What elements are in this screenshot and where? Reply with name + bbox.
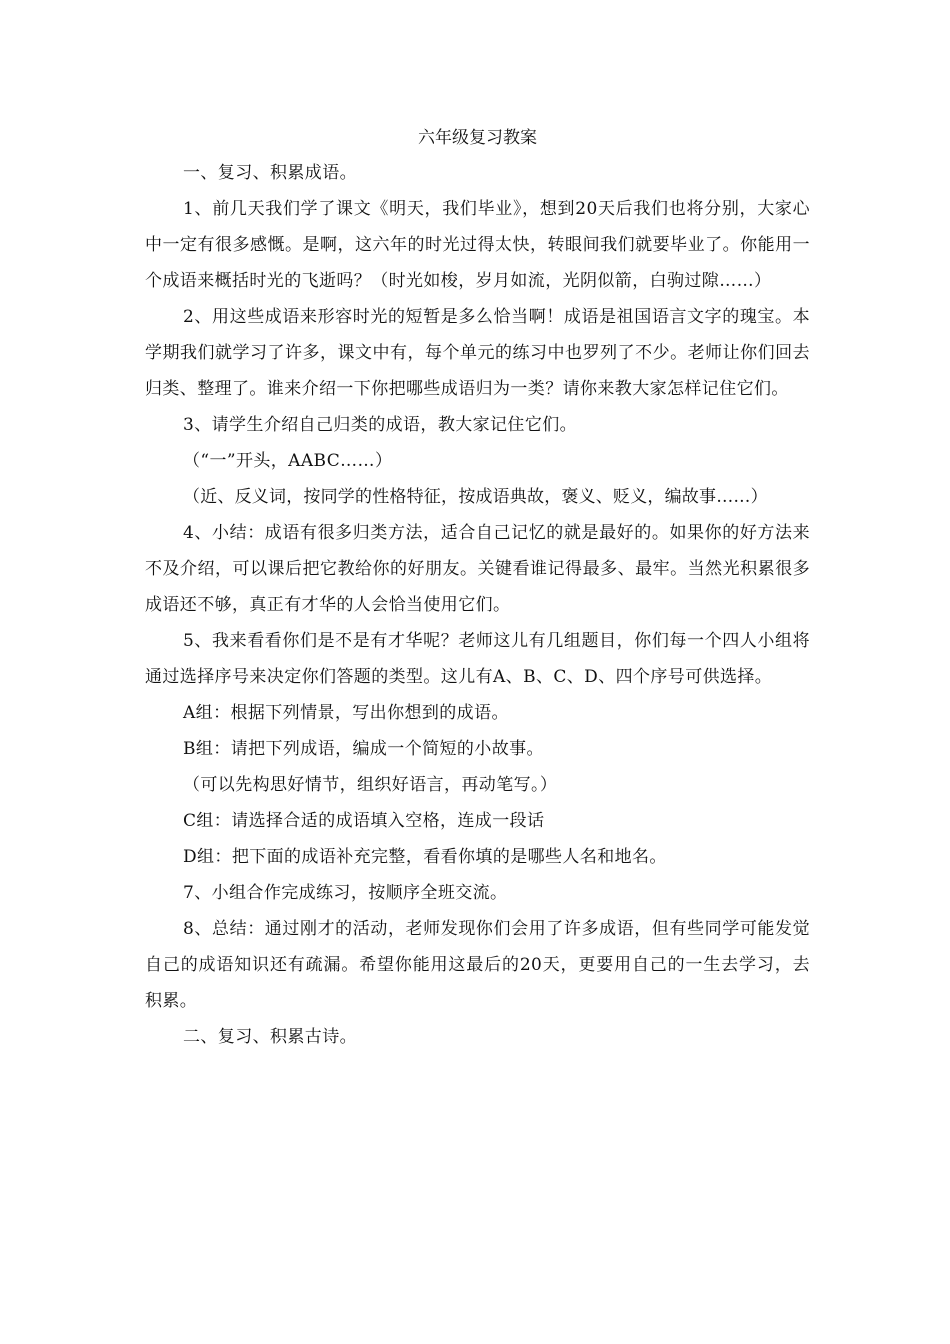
paragraph-7: 7、小组合作完成练习，按顺序全班交流。 (183, 883, 508, 903)
paragraph-3-note-a: （“一”开头，AABC……） (183, 451, 393, 471)
group-a-task: A组：根据下列情景，写出你想到的成语。 (183, 703, 509, 723)
section-heading-poems: 二、复习、积累古诗。 (183, 1027, 357, 1047)
section-heading-idioms: 一、复习、积累成语。 (183, 163, 357, 183)
paragraph-8: 8、总结：通过刚才的活动，老师发现你们会用了许多成语，但有些同学可能发觉自己的成语知识还有疏漏。希望你能用这最后的20天，更要用自己的一生去学习，去积累。 (145, 919, 810, 1011)
paragraph-1: 1、前几天我们学了课文《明天，我们毕业》，想到20天后我们也将分别，大家心中一定有很多感慨。是啊，这六年的时光过得太快，转眼间我们就要毕业了。你能用一个成语来概括时光的飞逝吗？（时光如梭，岁月如流，光阴似箭，白驹过隙……） (145, 199, 810, 291)
group-c-task: C组：请选择合适的成语填入空格，连成一段话 (183, 811, 545, 831)
paragraph-5: 5、我来看看你们是不是有才华呢？老师这儿有几组题目，你们每一个四人小组将通过选择序号来决定你们答题的类型。这儿有A、B、C、D、四个序号可供选择。 (145, 631, 810, 687)
document-page (145, 121, 810, 1055)
paragraph-3: 3、请学生介绍自己归类的成语，教大家记住它们。 (183, 415, 578, 435)
document-title: 六年级复习教案 (418, 128, 537, 148)
group-b-task: B组：请把下列成语，编成一个简短的小故事。 (183, 739, 544, 759)
paragraph-3-note-b: （近、反义词，按同学的性格特征，按成语典故，褒义、贬义，编故事……） (183, 487, 768, 507)
paragraph-4: 4、小结：成语有很多归类方法，适合自己记忆的就是最好的。如果你的好方法来不及介绍，可以课后把它教给你的好朋友。关键看谁记得最多、最牢。当然光积累很多成语还不够，真正有才华的人会恰当使用它们。 (145, 523, 810, 615)
group-d-task: D组：把下面的成语补充完整，看看你填的是哪些人名和地名。 (183, 847, 667, 867)
group-b-note: （可以先构思好情节，组织好语言，再动笔写。） (183, 775, 558, 795)
paragraph-2: 2、用这些成语来形容时光的短暂是多么恰当啊！成语是祖国语言文字的瑰宝。本学期我们就学习了许多，课文中有，每个单元的练习中也罗列了不少。老师让你们回去归类、整理了。谁来介绍一下你把哪些成语归为一类？请你来教大家怎样记住它们。 (145, 307, 810, 399)
